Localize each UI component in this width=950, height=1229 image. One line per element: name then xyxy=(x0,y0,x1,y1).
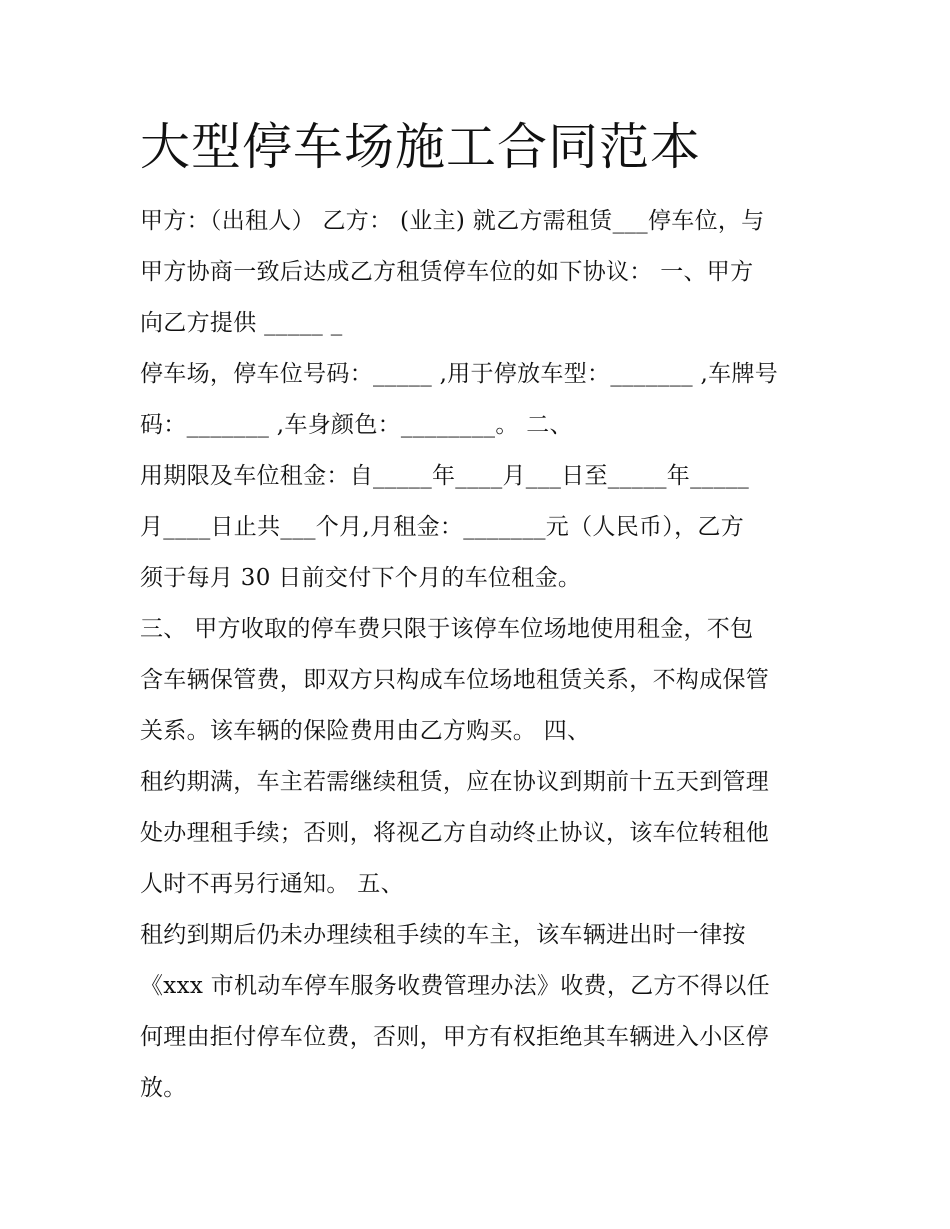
body-line: 向乙方提供 _____ _ xyxy=(140,310,343,336)
body-line: 含车辆保管费，即双方只构成车位场地租赁关系，不构成保管 xyxy=(140,667,770,693)
body-line: 何理由拒付停车位费，否则，甲方有权拒绝其车辆进入小区停 xyxy=(140,1024,770,1050)
body-line: 用期限及车位租金：自_____年____月___日至_____年_____ xyxy=(140,463,750,489)
body-line: 三、 甲方收取的停车费只限于该停车位场地使用租金，不包 xyxy=(140,616,754,642)
body-line: 租约期满，车主若需继续租赁，应在协议到期前十五天到管理 xyxy=(140,769,770,795)
body-line: 处办理租手续；否则，将视乙方自动终止协议，该车位转租他 xyxy=(140,820,770,846)
body-line: 须于每月 30 日前交付下个月的车位租金。 xyxy=(140,565,582,591)
body-line: 人时不再另行通知。 五、 xyxy=(140,871,404,897)
body-line: 码：_______ ,车身颜色：________。 二、 xyxy=(140,412,573,438)
document-body xyxy=(140,196,830,1114)
body-line: 甲方：（出租人） 乙方： (业主) 就乙方需租赁___停车位，与 xyxy=(140,208,765,234)
body-line: 放。 xyxy=(140,1075,187,1101)
body-line: 甲方协商一致后达成乙方租赁停车位的如下协议： 一、甲方 xyxy=(140,259,754,285)
body-line: 《xxx 市机动车停车服务收费管理办法》收费，乙方不得以任 xyxy=(140,973,770,999)
body-line: 停车场，停车位号码：_____ ,用于停放车型：_______ ,车牌号 xyxy=(140,361,779,387)
body-line: 关系。该车辆的保险费用由乙方购买。 四、 xyxy=(140,718,591,744)
body-line: 租约到期后仍未办理续租手续的车主，该车辆进出时一律按 xyxy=(140,922,746,948)
body-line: 月____日止共___个月,月租金：_______元（人民币），乙方 xyxy=(140,514,745,540)
document-title: 大型停车场施工合同范本 xyxy=(140,118,701,176)
